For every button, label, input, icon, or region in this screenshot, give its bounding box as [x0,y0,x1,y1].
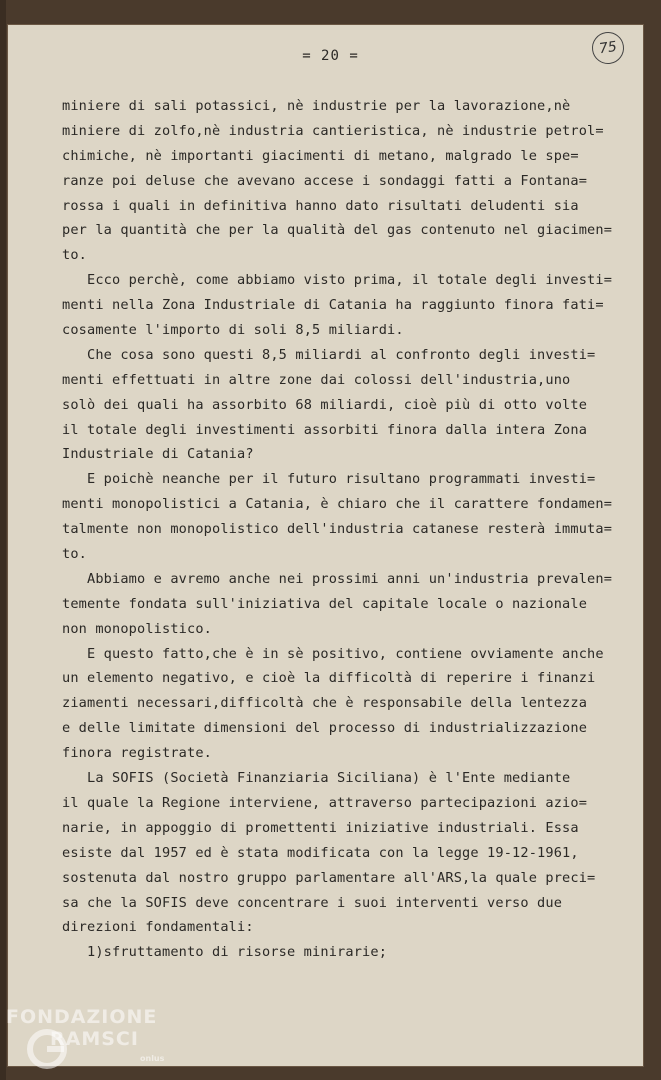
text-line: to. [62,247,88,264]
fondazione-gramsci-watermark [6,1006,176,1078]
text-line: miniere di sali potassici, nè industrie per la lavorazione,nè [62,98,571,114]
text-line: Ecco perchè, come abbiamo visto prima, il totale degli investi= [87,272,613,289]
text-line: La SOFIS (Società Finanziaria Siciliana) è l'Ente mediante [87,770,571,787]
text-line: finora registrate. [62,745,213,762]
watermark-line1: FONDAZIONE [6,1006,158,1028]
text-line: chimiche, nè importanti giacimenti di metano, malgrado le spe= [62,147,579,164]
text-line: menti effettuati in altre zone dai colossi dell'industria,uno [62,371,571,388]
text-line: talmente non monopolistico dell'industria catanese resterà immuta= [62,521,613,538]
text-line: menti nella Zona Industriale di Catania ha raggiunto finora fati= [62,297,604,314]
text-line: sostenuta dal nostro gruppo parlamentare all'ARS,la quale preci= [62,869,596,886]
text-line: miniere di zolfo,nè industria cantieristica, nè industrie petrol= [62,122,604,139]
text-line: ranze poi deluse che avevano accese i sondaggi fatti a Fontana= [62,172,588,189]
text-line: Che cosa sono questi 8,5 miliardi al confronto degli investi= [87,346,596,363]
text-line: menti monopolistici a Catania, è chiaro che il carattere fondamen= [62,496,613,513]
text-line: solò dei quali ha assorbito 68 miliardi, cioè più di otto volte [62,396,588,413]
text-line: cosamente l'importo di soli 8,5 miliardi. [62,322,404,339]
scanner-backdrop [0,0,6,1080]
text-line: Abbiamo e avremo anche nei prossimi anni un'industria prevalen= [87,570,613,587]
text-line: esiste dal 1957 ed è stata modificata con la legge 19-12-1961, [62,844,579,861]
text-line: e delle limitate dimensioni del processo di industrializzazione [62,720,588,737]
gramsci-g-logo-icon [26,1028,68,1070]
typed-text-body [62,94,634,965]
text-line: to. [62,546,88,563]
text-line: E poichè neanche per il futuro risultano programmati investi= [87,471,596,488]
text-line: Industriale di Catania? [62,446,254,463]
text-line: rossa i quali in definitiva hanno dato risultati deludenti sia [62,197,579,214]
archive-page-stamp: 75 [590,30,626,66]
text-line: per la quantità che per la qualità del gas contenuto nel giacimen= [62,222,613,239]
text-line: E questo fatto,che è in sè positivo, contiene ovviamente anche [87,645,604,662]
text-line: non monopolistico. [62,620,213,637]
text-line: direzioni fondamentali: [62,919,254,936]
text-line: narie, in appoggio di promettenti iniziative industriali. Essa [62,819,579,836]
text-line: il quale la Regione interviene, attraverso partecipazioni azio= [62,794,588,811]
text-line: 1)sfruttamento di risorse minirarie; [87,944,388,961]
watermark-suffix: onlus [140,1054,165,1063]
page-number: = 20 = [302,48,359,64]
text-line: un elemento negativo, e cioè la difficoltà di reperire i finanzi [62,670,596,687]
text-line: il totale degli investimenti assorbiti finora dalla intera Zona [62,421,588,438]
text-line: temente fondata sull'iniziativa del capitale locale o nazionale [62,595,588,612]
watermark-line2: RAMSCI [50,1028,139,1050]
text-line: sa che la SOFIS deve concentrare i suoi interventi verso due [62,894,563,911]
text-line: ziamenti necessari,difficoltà che è responsabile della lentezza [62,695,588,712]
